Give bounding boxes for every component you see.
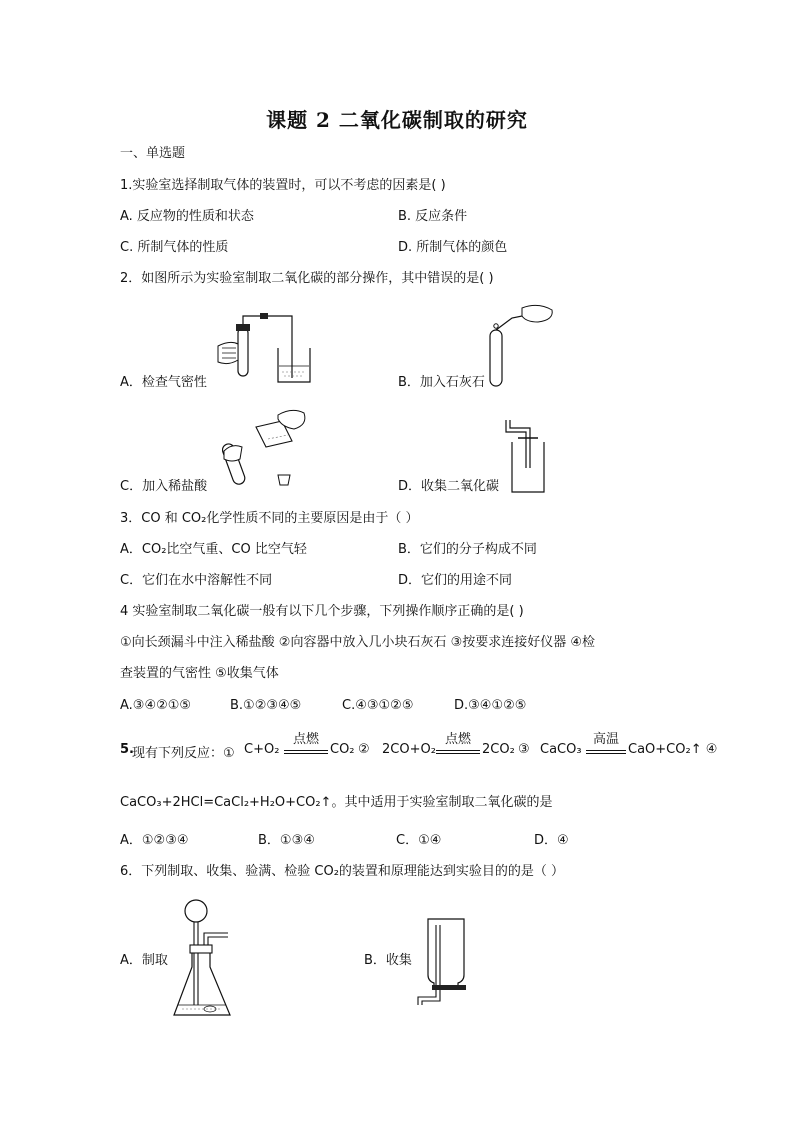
q1-stem: 1.实验室选择制取气体的装置时，可以不考虑的因素是( ): [120, 178, 446, 193]
q2-option-b[interactable]: B．加入石灰石: [398, 375, 485, 390]
q2-option-c[interactable]: C．加入稀盐酸: [120, 479, 208, 494]
q4-steps-line-1: ①向长颈漏斗中注入稀盐酸 ②向容器中放入几小块石灰石 ③按要求连接好仪器 ④检: [120, 635, 596, 650]
co2-collection-figure: [414, 915, 476, 1011]
q1-option-c[interactable]: C. 所制气体的性质: [120, 240, 229, 255]
q4-option-a[interactable]: A.③④②①⑤: [120, 698, 192, 713]
airtightness-check-figure: [210, 308, 320, 388]
reaction-1-reactants: C+O₂: [244, 742, 280, 757]
q5-option-a[interactable]: A．①②③④: [120, 833, 189, 848]
reaction-3-equals-sign: [586, 750, 626, 754]
add-dilute-acid-figure: [222, 405, 312, 490]
q5-number: 5.: [120, 742, 134, 757]
reaction-2-products: 2CO₂: [482, 742, 515, 757]
q1-option-b[interactable]: B. 反应条件: [398, 209, 468, 224]
q3-option-c[interactable]: C．它们在水中溶解性不同: [120, 573, 273, 588]
co2-generation-apparatus-figure: [170, 895, 240, 1023]
q2-stem: 2．如图所示为实验室制取二氧化碳的部分操作，其中错误的是( ): [120, 271, 494, 286]
q5-intro: 现有下列反应：①: [132, 746, 235, 761]
q6-option-a[interactable]: A．制取: [120, 953, 168, 968]
q4-option-c[interactable]: C.④③①②⑤: [342, 698, 414, 713]
section-heading: 一、单选题: [120, 146, 186, 161]
q4-option-d[interactable]: D.③④①②⑤: [454, 698, 527, 713]
reaction-1-products: CO₂: [330, 742, 355, 757]
reaction-3-reactants: CaCO₃: [540, 742, 582, 757]
q6-option-b[interactable]: B．收集: [364, 953, 412, 968]
q6-stem: 6．下列制取、收集、验满、检验 CO₂的装置和原理能达到实验目的的是（ ）: [120, 864, 565, 879]
q5-option-b[interactable]: B．①③④: [258, 833, 315, 848]
q3-stem: 3．CO 和 CO₂化学性质不同的主要原因是由于（ ）: [120, 511, 419, 526]
q5-option-c[interactable]: C．①④: [396, 833, 442, 848]
q3-option-a[interactable]: A．CO₂比空气重、CO 比空气轻: [120, 542, 307, 557]
reaction-3-number: ③: [518, 742, 530, 757]
collect-co2-figure: [500, 418, 560, 496]
q3-option-d[interactable]: D．它们的用途不同: [398, 573, 513, 588]
reaction-3-products: CaO+CO₂↑ ④: [628, 742, 718, 757]
q2-option-a[interactable]: A．检查气密性: [120, 375, 207, 390]
q4-steps-line-2: 查装置的气密性 ⑤收集气体: [120, 666, 279, 681]
q5-option-d[interactable]: D．④: [534, 833, 569, 848]
q1-option-a[interactable]: A. 反应物的性质和状态: [120, 209, 254, 224]
reaction-2-equals-sign: [436, 750, 480, 754]
page-title: 课题 2 二氧化碳制取的研究: [266, 108, 528, 132]
reaction-1-equals-sign: [284, 750, 328, 754]
q5-line-2: CaCO₃+2HCl=CaCl₂+H₂O+CO₂↑。其中适用于实验室制取二氧化碳的是: [120, 795, 553, 810]
q3-option-b[interactable]: B．它们的分子构成不同: [398, 542, 537, 557]
reaction-2-condition: 点燃: [444, 732, 471, 747]
add-limestone-figure: [482, 300, 562, 390]
reaction-1-condition: 点燃: [292, 732, 319, 747]
q1-option-d[interactable]: D. 所制气体的颜色: [398, 240, 508, 255]
q2-option-d[interactable]: D．收集二氧化碳: [398, 479, 500, 494]
q4-option-b[interactable]: B.①②③④⑤: [230, 698, 302, 713]
q4-stem: 4 实验室制取二氧化碳一般有以下几个步骤，下列操作顺序正确的是( ): [120, 604, 524, 619]
reaction-2-number: ②: [358, 742, 370, 757]
reaction-2-reactants: 2CO+O₂: [382, 742, 436, 757]
reaction-3-condition: 高温: [592, 732, 619, 747]
